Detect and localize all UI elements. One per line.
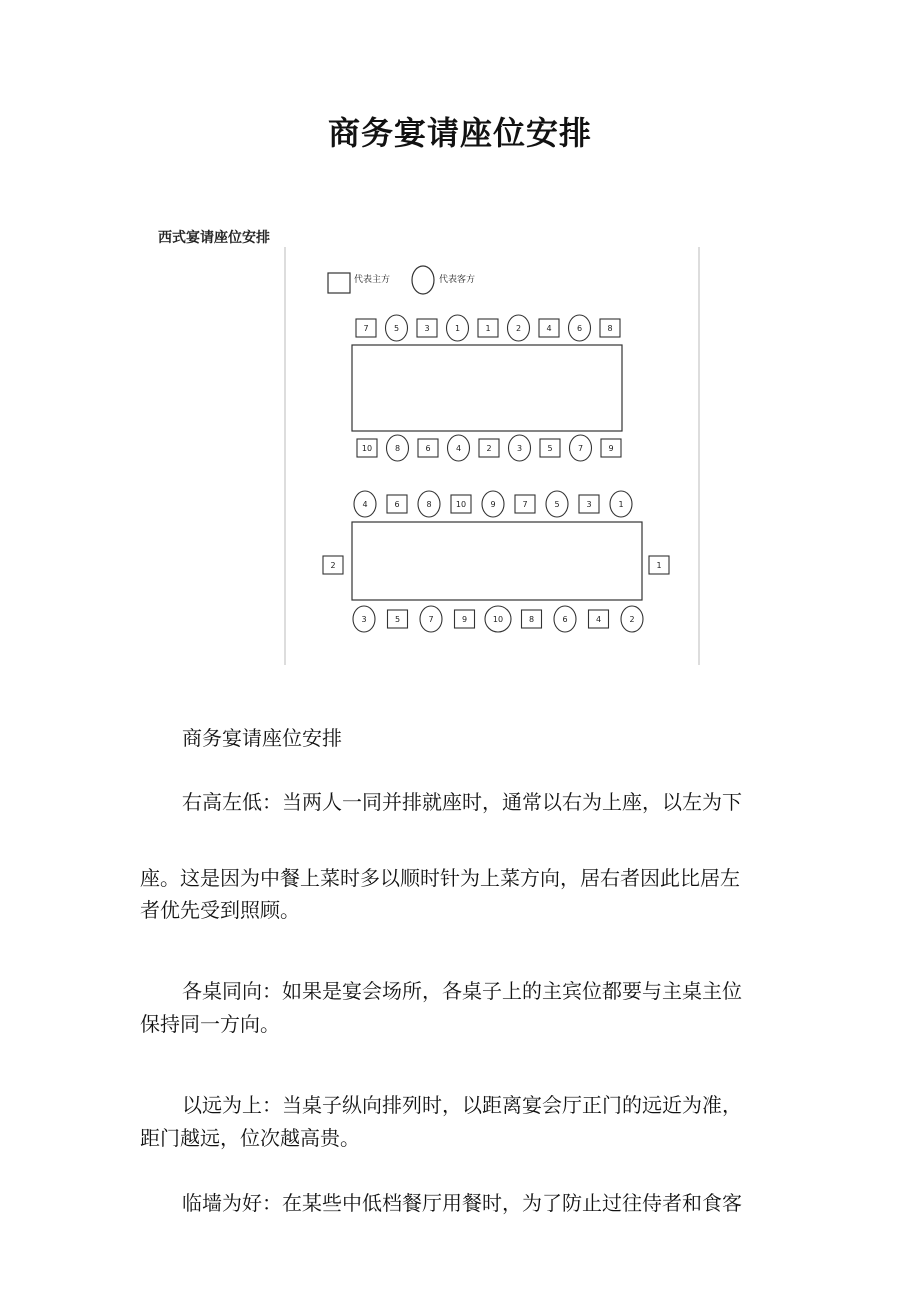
table1-top-8-number: 6 [576, 324, 583, 333]
table2-bottom-8-number: 4 [595, 615, 602, 624]
table2-top-5-number: 9 [490, 500, 496, 509]
table1-top-9-number: 8 [607, 324, 613, 333]
table1-top-5-number: 1 [485, 324, 491, 333]
para-1-line-3: 者优先受到照顾。 [140, 898, 300, 922]
table1-top-3-number: 3 [424, 324, 430, 333]
table-1 [352, 345, 622, 431]
para-3-line-1: 以远为上：当桌子纵向排列时，以距离宴会厅正门的远近为准， [182, 1093, 742, 1117]
table1-bottom-7-number: 5 [547, 444, 553, 453]
para-4-line-1: 临墙为好：在某些中低档餐厅用餐时，为了防止过往侍者和食客 [182, 1191, 742, 1215]
para-1-line-2: 座。这是因为中餐上菜时多以顺时针为上菜方向，居右者因此比居左 [140, 866, 740, 890]
para-1-line-1: 右高左低：当两人一同并排就座时，通常以右为上座，以左为下 [182, 790, 742, 814]
table1-bottom-2-number: 8 [394, 444, 401, 453]
table2-bottom-9-number: 2 [629, 615, 635, 624]
table1-bottom-9-number: 9 [608, 444, 614, 453]
seating-diagram [284, 247, 700, 665]
table1-top-6-number: 2 [515, 324, 522, 333]
table2-bottom-6-number: 8 [528, 615, 535, 624]
table2-top-7-number: 5 [554, 500, 560, 509]
subtitle: 商务宴请座位安排 [182, 726, 342, 750]
figure-caption: 西式宴请座位安排 [158, 230, 270, 246]
table2-top-6-number: 7 [522, 500, 528, 509]
table2-bottom-2-number: 5 [394, 615, 401, 624]
table2-bottom-4-number: 9 [461, 615, 468, 624]
document-title: 商务宴请座位安排 [327, 114, 592, 152]
table2-bottom-3-number: 7 [428, 615, 434, 624]
legend-guest-circle-icon [412, 266, 434, 294]
table-2 [352, 522, 642, 600]
table2-left-number: 2 [330, 561, 336, 570]
table2-bottom-5-number: 10 [492, 615, 504, 624]
table1-bottom-5-number: 2 [486, 444, 492, 453]
para-3-line-2: 距门越远，位次越高贵。 [140, 1126, 360, 1150]
table2-top-9-number: 1 [618, 500, 624, 509]
table2-top-4-number: 10 [455, 500, 467, 509]
table1-top-1-number: 7 [363, 324, 369, 333]
para-2-line-1: 各桌同向：如果是宴会场所，各桌子上的主宾位都要与主桌主位 [182, 979, 742, 1003]
table2-bottom-1-number: 3 [361, 615, 367, 624]
table2-top-3-number: 8 [426, 500, 432, 509]
table1-top-7-number: 4 [546, 324, 552, 333]
legend-host-square-icon [328, 273, 350, 293]
legend-guest-label: 代表客方 [439, 275, 476, 285]
table1-bottom-1-number: 10 [361, 444, 373, 453]
table1-bottom-8-number: 7 [577, 444, 584, 453]
table1-bottom-6-number: 3 [516, 444, 523, 453]
legend-host-label: 代表主方 [354, 275, 391, 285]
table2-bottom-7-number: 6 [562, 615, 568, 624]
table1-top-4-number: 1 [454, 324, 461, 333]
para-2-line-2: 保持同一方向。 [140, 1012, 280, 1036]
table1-bottom-4-number: 4 [455, 444, 462, 453]
table2-top-2-number: 6 [394, 500, 400, 509]
table1-bottom-3-number: 6 [425, 444, 431, 453]
table1-top-2-number: 5 [393, 324, 400, 333]
table2-right-number: 1 [656, 561, 662, 570]
table2-top-1-number: 4 [362, 500, 368, 509]
table2-top-8-number: 3 [586, 500, 592, 509]
